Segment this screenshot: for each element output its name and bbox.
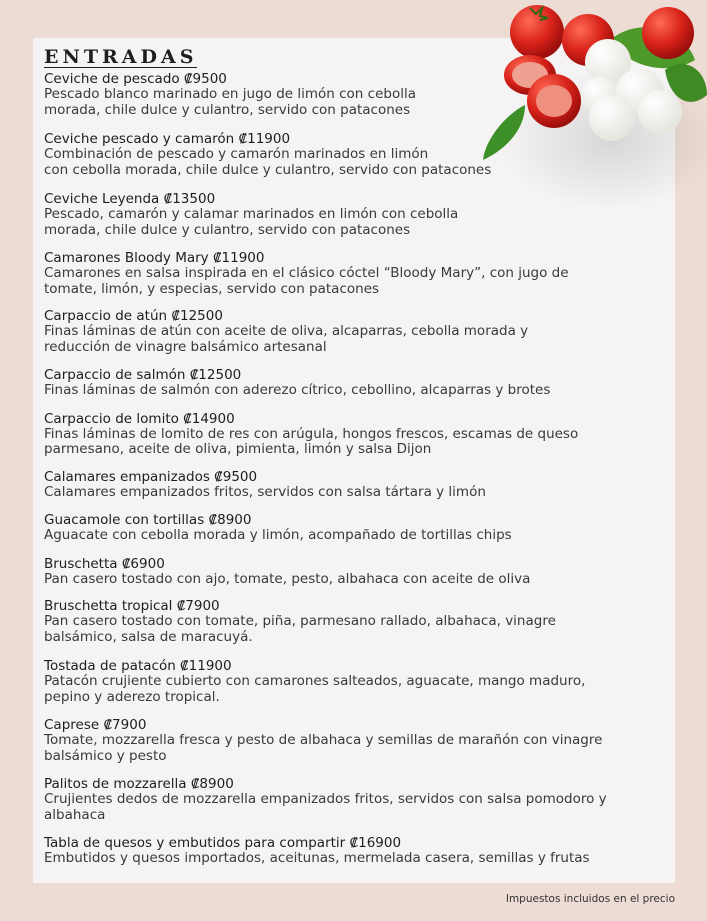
menu-item-name: Carpaccio de lomito ₡14900 bbox=[44, 410, 235, 427]
menu-item-name: Palitos de mozzarella ₡8900 bbox=[44, 776, 234, 792]
menu-item bbox=[44, 131, 654, 178]
menu-item-name: Guacamole con tortillas ₡8900 bbox=[44, 512, 252, 528]
menu-item-name: Ceviche de pescado ₡9500 bbox=[44, 71, 227, 87]
menu-item-description: Finas láminas de lomito de res con arúgula, hongos frescos, escamas de queso parmesano, aceite de oliva, pimienta, limón y salsa Dijon bbox=[44, 425, 579, 457]
menu-item bbox=[44, 191, 654, 238]
menu-item bbox=[44, 469, 654, 501]
menu-item-name: Ceviche Leyenda ₡13500 bbox=[44, 191, 216, 207]
menu-item bbox=[44, 250, 654, 297]
menu-item-description: Camarones en salsa inspirada en el clásico cóctel “Bloody Mary”, con jugo de tomate, limón, y especias, servido con patacones bbox=[44, 265, 569, 297]
menu-item bbox=[44, 411, 654, 458]
menu-item-description: Finas láminas de atún con aceite de oliva, alcaparras, cebolla morada y reducción de vinagre balsámico artesanal bbox=[44, 323, 529, 355]
menu-item-description: Crujientes dedos de mozzarella empanizados fritos, servidos con salsa pomodoro y albahaca bbox=[44, 791, 607, 823]
menu-item bbox=[44, 71, 654, 118]
menu-item-name: Caprese ₡7900 bbox=[44, 717, 147, 733]
menu-item-description: Pescado blanco marinado en jugo de limón con cebolla morada, chile dulce y culantro, servido con patacones bbox=[44, 86, 416, 118]
menu-item-name: Tabla de quesos y embutidos para compartir ₡16900 bbox=[44, 835, 402, 851]
menu-item bbox=[44, 556, 654, 588]
menu-item-description: Finas láminas de salmón con aderezo cítrico, cebollino, alcaparras y brotes bbox=[44, 382, 551, 398]
menu-item-description: Embutidos y quesos importados, aceitunas, mermelada casera, semillas y frutas bbox=[44, 850, 590, 866]
menu-item-name: Tostada de patacón ₡11900 bbox=[44, 658, 232, 674]
menu-item-name: Calamares empanizados ₡9500 bbox=[44, 468, 258, 485]
menu-item-name: Ceviche pescado y camarón ₡11900 bbox=[44, 131, 291, 147]
menu-item-description: Aguacate con cebolla morada y limón, acompañado de tortillas chips bbox=[44, 527, 512, 543]
menu-item bbox=[44, 835, 654, 867]
menu-item-description: Tomate, mozzarella fresca y pesto de albahaca y semillas de marañón con vinagre balsámico y pesto bbox=[44, 732, 603, 764]
menu-item-description: Calamares empanizados fritos, servidos con salsa tártara y limón bbox=[44, 483, 486, 500]
menu-item-name: Bruschetta tropical ₡7900 bbox=[44, 598, 220, 614]
menu-item bbox=[44, 308, 654, 355]
menu-item bbox=[44, 658, 654, 705]
menu-item-list bbox=[44, 71, 654, 867]
menu-item-description: Pan casero tostado con ajo, tomate, pesto, albahaca con aceite de oliva bbox=[44, 570, 531, 587]
menu-item-name: Carpaccio de salmón ₡12500 bbox=[44, 367, 242, 383]
menu-item-description: Combinación de pescado y camarón marinados en limón con cebolla morada, chile dulce y culantro, servido con patacones bbox=[44, 146, 492, 178]
menu-item-name: Bruschetta ₡6900 bbox=[44, 555, 165, 572]
menu-item bbox=[44, 717, 654, 764]
section-title: ENTRADAS bbox=[44, 46, 198, 68]
menu-item-name: Camarones Bloody Mary ₡11900 bbox=[44, 250, 265, 266]
menu-item-name: Carpaccio de atún ₡12500 bbox=[44, 308, 223, 324]
menu-item-description: Pan casero tostado con tomate, piña, parmesano rallado, albahaca, vinagre balsámico, salsa de maracuyá. bbox=[44, 613, 556, 645]
menu-item bbox=[44, 776, 654, 823]
tax-note: Impuestos incluidos en el precio bbox=[505, 893, 675, 905]
menu-item-description: Patacón crujiente cubierto con camarones salteados, aguacate, mango maduro, pepino y aderezo tropical. bbox=[44, 673, 586, 705]
menu-item bbox=[44, 367, 654, 399]
menu-item bbox=[44, 598, 654, 645]
menu-item-description: Pescado, camarón y calamar marinados en limón con cebolla morada, chile dulce y culantro, servido con patacones bbox=[44, 206, 459, 238]
menu-item bbox=[44, 512, 654, 544]
